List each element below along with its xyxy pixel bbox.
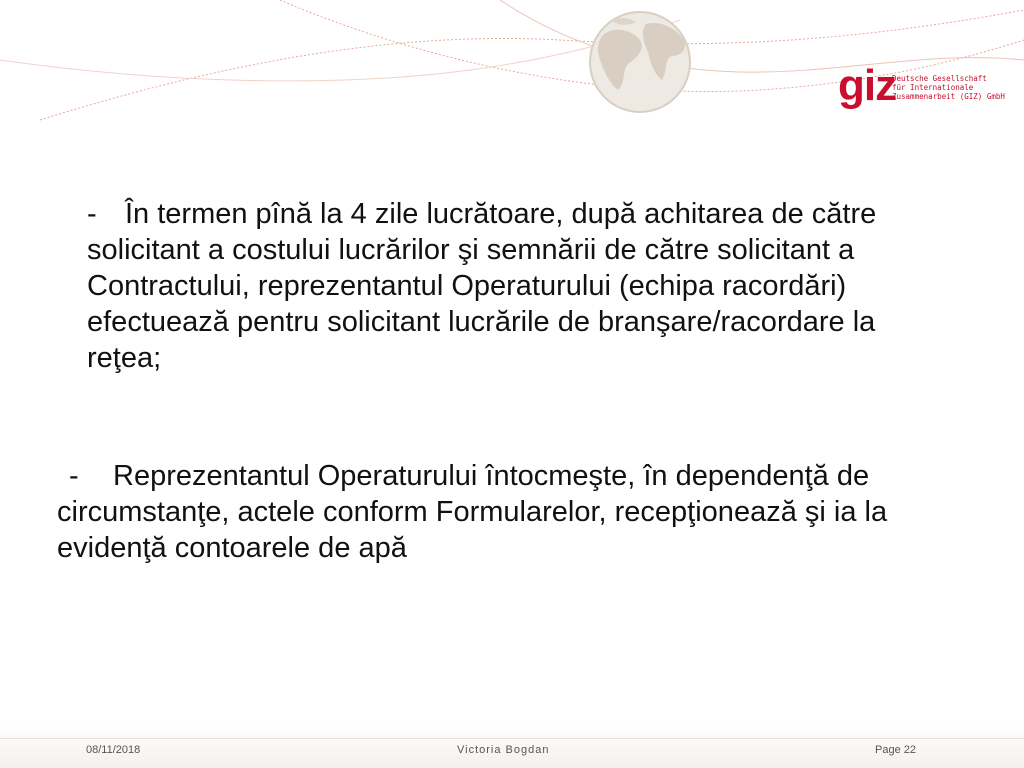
giz-logo (838, 61, 1005, 112)
bullet-text: În termen pînă la 4 zile lucrătoare, după achitarea de către solicitant a costului lucrărilor şi semnării de către solicitant a Contractului, reprezentantul Operaturului (echipa racordări) efectuează pentru solicitant lucrările de branşare/racordare la reţea; (87, 198, 877, 374)
slide-content (57, 196, 917, 566)
logo-text-line: für Internationale (892, 83, 974, 92)
logo-text-line: Zusammenarbeit (GIZ) GmbH (892, 92, 1005, 101)
footer-divider (0, 738, 1024, 739)
logo-text (892, 74, 1005, 101)
bullet-paragraph (57, 196, 917, 376)
globe-icon (590, 12, 690, 112)
footer-page-number: Page 22 (875, 744, 916, 756)
decor-curve (0, 20, 680, 81)
bullet-paragraph (57, 458, 917, 566)
footer-date: 08/11/2018 (86, 744, 141, 756)
bullet-text: Reprezentantul Operaturului întocmeşte, în dependenţă de circumstanţe, actele conform Formularelor, recepţionează şi ia la evidenţă contoarele de apă (57, 460, 888, 564)
logo-mark: giz (838, 61, 897, 110)
logo-text-line: Deutsche Gesellschaft (892, 74, 987, 83)
decor-curve (500, 0, 1024, 72)
bullet-dash: - (87, 198, 97, 230)
footer-author: Victoria Bogdan (457, 744, 550, 756)
slide-footer (0, 724, 1024, 768)
bullet-dash: - (69, 460, 79, 492)
